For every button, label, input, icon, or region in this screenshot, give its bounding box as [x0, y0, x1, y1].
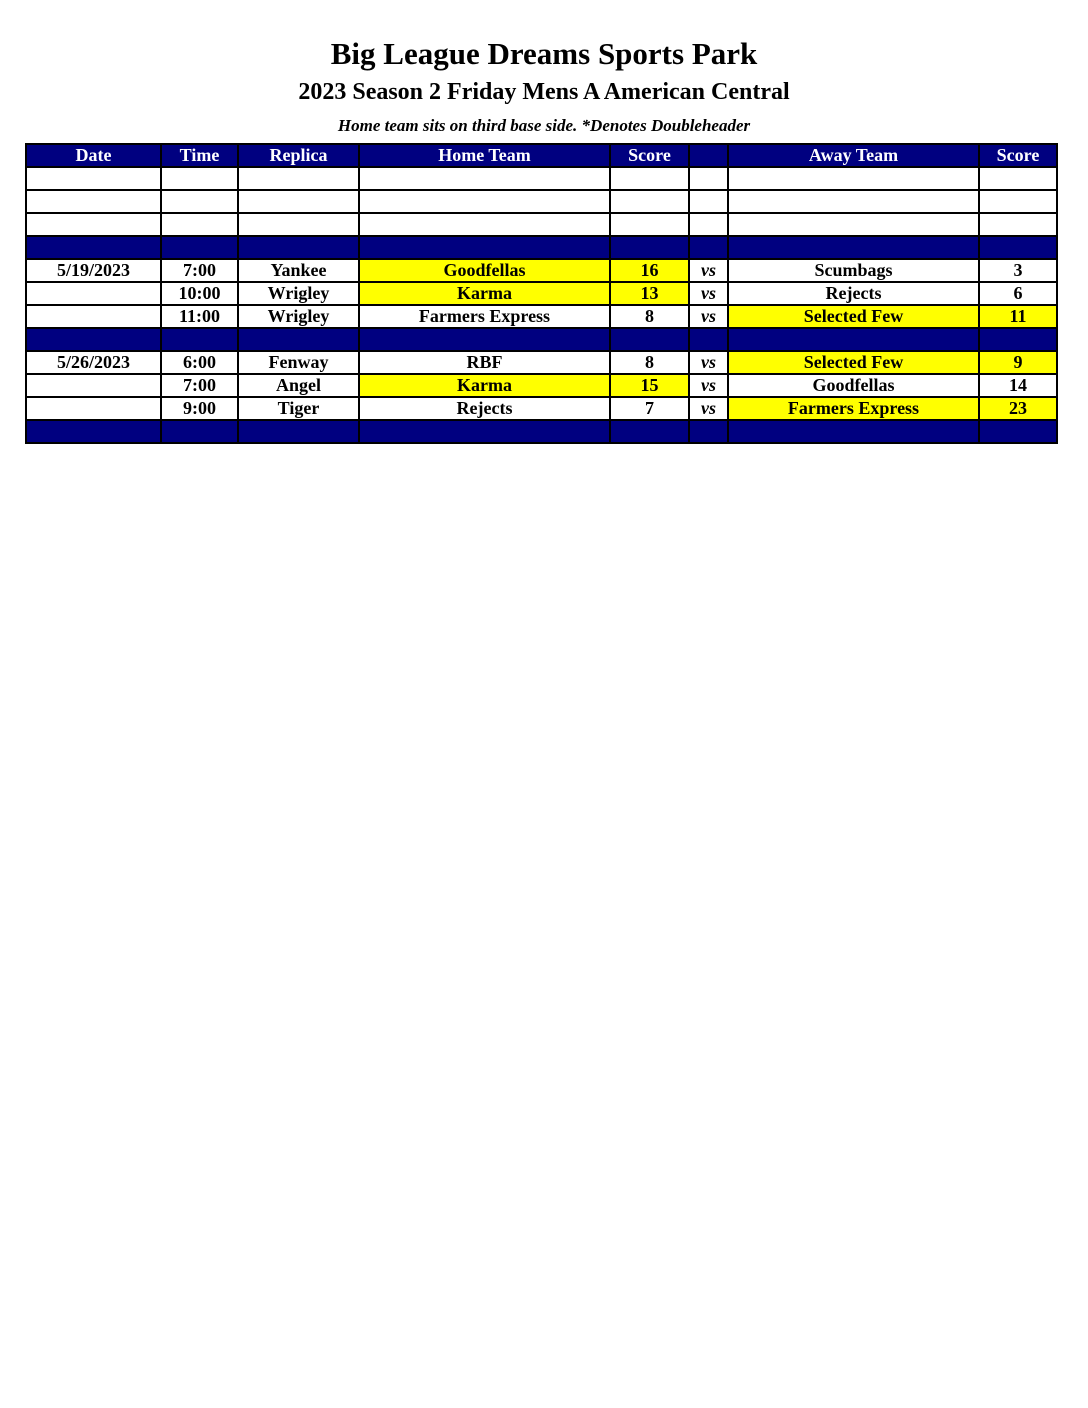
home-team: Karma	[359, 282, 610, 305]
game-time: 6:00	[161, 351, 238, 374]
game-row	[26, 374, 1057, 397]
game-date: 5/26/2023	[26, 351, 161, 374]
schedule-note: Home team sits on third base side. *Denotes Doubleheader	[337, 116, 751, 135]
away-score: 6	[979, 282, 1057, 305]
column-header-replica: Replica	[238, 144, 359, 167]
game-row	[26, 259, 1057, 282]
game-time: 10:00	[161, 282, 238, 305]
home-score: 8	[610, 305, 689, 328]
away-team: Goodfellas	[728, 374, 979, 397]
away-score: 23	[979, 397, 1057, 420]
column-header-away-score: Score	[979, 144, 1057, 167]
separator-row	[26, 328, 1057, 351]
game-replica: Tiger	[238, 397, 359, 420]
game-row	[26, 282, 1057, 305]
game-time: 9:00	[161, 397, 238, 420]
away-team: Selected Few	[728, 351, 979, 374]
home-score: 16	[610, 259, 689, 282]
home-score: 13	[610, 282, 689, 305]
separator-row	[26, 420, 1057, 443]
away-score: 3	[979, 259, 1057, 282]
home-team: Farmers Express	[359, 305, 610, 328]
game-replica: Wrigley	[238, 282, 359, 305]
away-team: Rejects	[728, 282, 979, 305]
column-header-away-team: Away Team	[728, 144, 979, 167]
vs-label: vs	[689, 397, 728, 420]
away-team: Scumbags	[728, 259, 979, 282]
game-time: 7:00	[161, 259, 238, 282]
schedule-table	[25, 143, 1058, 444]
away-team: Farmers Express	[728, 397, 979, 420]
separator-row	[26, 236, 1057, 259]
page-subtitle: 2023 Season 2 Friday Mens A American Central	[298, 79, 790, 105]
vs-label: vs	[689, 305, 728, 328]
home-team: Goodfellas	[359, 259, 610, 282]
home-score: 7	[610, 397, 689, 420]
game-date	[26, 282, 161, 305]
game-date	[26, 305, 161, 328]
column-header-date: Date	[26, 144, 161, 167]
home-team: Karma	[359, 374, 610, 397]
home-team: RBF	[359, 351, 610, 374]
header-row	[26, 144, 1057, 167]
game-replica: Wrigley	[238, 305, 359, 328]
vs-label: vs	[689, 282, 728, 305]
column-header-vs	[689, 144, 728, 167]
empty-row	[26, 167, 1057, 190]
game-date	[26, 374, 161, 397]
column-header-home-score: Score	[610, 144, 689, 167]
game-row	[26, 305, 1057, 328]
game-date	[26, 397, 161, 420]
game-time: 11:00	[161, 305, 238, 328]
game-replica: Angel	[238, 374, 359, 397]
column-header-time: Time	[161, 144, 238, 167]
away-score: 9	[979, 351, 1057, 374]
vs-label: vs	[689, 351, 728, 374]
away-score: 14	[979, 374, 1057, 397]
column-header-home-team: Home Team	[359, 144, 610, 167]
empty-row	[26, 213, 1057, 236]
empty-row	[26, 190, 1057, 213]
game-row	[26, 397, 1057, 420]
game-replica: Yankee	[238, 259, 359, 282]
away-team: Selected Few	[728, 305, 979, 328]
home-score: 15	[610, 374, 689, 397]
vs-label: vs	[689, 374, 728, 397]
game-time: 7:00	[161, 374, 238, 397]
home-team: Rejects	[359, 397, 610, 420]
away-score: 11	[979, 305, 1057, 328]
game-row	[26, 351, 1057, 374]
page-title: Big League Dreams Sports Park	[330, 36, 758, 71]
game-replica: Fenway	[238, 351, 359, 374]
vs-label: vs	[689, 259, 728, 282]
home-score: 8	[610, 351, 689, 374]
game-date: 5/19/2023	[26, 259, 161, 282]
